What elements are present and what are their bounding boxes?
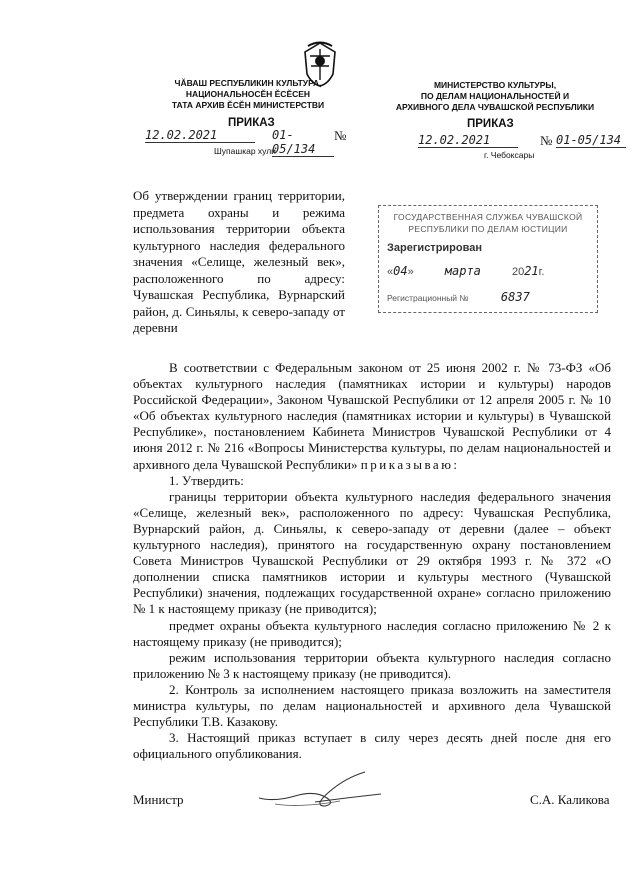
left-header-line: ЧӐВАШ РЕСПУБЛИКИН КУЛЬТУРА, — [174, 78, 322, 88]
stamp-month: марта — [444, 264, 481, 278]
right-header-line: ПО ДЕЛАМ НАЦИОНАЛЬНОСТЕЙ И — [420, 91, 570, 101]
stamp-year-prefix: 20 — [511, 266, 525, 278]
document-body — [133, 360, 611, 762]
body-paragraph-5: режим использования территории объекта культурного наследия согласно приложению № 3 к настоящему приказу (не приводится). — [133, 649, 611, 681]
right-order-number: 01-05/134 — [556, 133, 626, 148]
left-header-line: НАЦИОНАЛЬНОСĔН ĔСĔСЕН — [185, 89, 311, 99]
stamp-line-2: РЕСПУБЛИКИ ПО ДЕЛАМ ЮСТИЦИИ — [408, 224, 568, 234]
stamp-line-1: ГОСУДАРСТВЕННАЯ СЛУЖБА ЧУВАШСКОЙ — [393, 212, 583, 222]
body-paragraph-1 — [133, 360, 611, 473]
right-city: г. Чебоксары — [484, 150, 535, 160]
left-order-date: 12.02.2021 — [145, 128, 255, 143]
right-header-line: МИНИСТЕРСТВО КУЛЬТУРЫ, — [433, 80, 557, 90]
left-order-title: ПРИКАЗ — [228, 117, 275, 129]
stamp-reg-number: 6837 — [500, 290, 530, 304]
right-header — [370, 80, 620, 113]
right-order-title: ПРИКАЗ — [467, 118, 514, 130]
signer-title: Министр — [133, 792, 184, 807]
registration-stamp: ГОСУДАРСТВЕННАЯ СЛУЖБА ЧУВАШСКОЙ РЕСПУБЛИКИ ПО ДЕЛАМ ЮСТИЦИИ Зарегистрирован «04» марта 2021г. Регистрационный № 6837 — [378, 205, 598, 313]
body-paragraph-4: предмет охраны объекта культурного наследия согласно приложению № 2 к настоящему приказу (не приводится); — [133, 617, 611, 649]
document-title: Об утверждении границ территории, предмета охраны и режима использования территории объекта культурного наследия федерального значения «Селище, железный век», расположенного по адресу: Чувашская Республика, Вурнарский район, д. Синьялы, к северо-западу от деревни — [133, 188, 345, 335]
order-verb: приказываю: — [360, 456, 460, 472]
body-paragraph-3: границы территории объекта культурного наследия федерального значения «Селище, железный век», расположенного по адресу: Чувашская Республика, Вурнарский район, д. Синьялы, к северо-западу от деревни (далее – объект культурного наследия), принятого на государственную охрану постановлением Совета Министров Чувашской Республики от 29 октября 1993 г. № 372 «О дополнении списка памятников истории и культуры местного (Чувашской Республики) значения, подлежащих государственной охране» согласно приложению № 1 к настоящему приказу (не приводится); — [133, 488, 611, 617]
body-paragraph-1-text: В соответствии с Федеральным законом от 25 июня 2002 г. № 73-ФЗ «Об объектах культурного наследия (памятниках истории и культуры) народов Российской Федерации», Законом Чувашской Республики от 12 апреля 2005 г. № 10 «Об объектах культурного наследия (памятниках истории и культуры) в Чувашской Республике», постановлением Кабинета Министров Чувашской Республики от 4 июня 2012 г. № 216 «Вопросы Министерства культуры, по делам национальностей и архивного дела Чувашской Республики» — [133, 360, 611, 472]
right-order-date: 12.02.2021 — [418, 133, 518, 148]
left-header-line: ТАТА АРХИВ ĔСĔН МИНИСТЕРСТВИ — [171, 100, 325, 110]
stamp-reg-label: Регистрационный № — [387, 293, 469, 303]
body-paragraph-2: 1. Утвердить: — [169, 472, 244, 488]
left-order-number: 01-05/134 — [272, 128, 334, 157]
handwritten-signature — [255, 768, 385, 818]
left-city: Шупашкар хули — [214, 146, 276, 156]
left-header — [148, 78, 348, 111]
right-number-sign: № — [540, 133, 553, 148]
signer-name: С.А. Каликова — [530, 792, 610, 807]
stamp-year: 21 — [524, 264, 539, 278]
stamp-day: 04 — [393, 264, 408, 278]
stamp-year-end: г. — [538, 266, 545, 278]
right-header-line: АРХИВНОГО ДЕЛА ЧУВАШСКОЙ РЕСПУБЛИКИ — [395, 102, 595, 112]
stamp-line-3: Зарегистрирован — [387, 242, 482, 254]
body-paragraph-6: 2. Контроль за исполнением настоящего приказа возложить на заместителя министра культуры, по делам национальностей и архивного дела Чувашской Республики Т.В. Казакову. — [133, 681, 611, 730]
body-paragraph-7: 3. Настоящий приказ вступает в силу через десять дней после дня его официального опубликования. — [133, 730, 611, 762]
left-number-sign: № — [334, 128, 347, 143]
